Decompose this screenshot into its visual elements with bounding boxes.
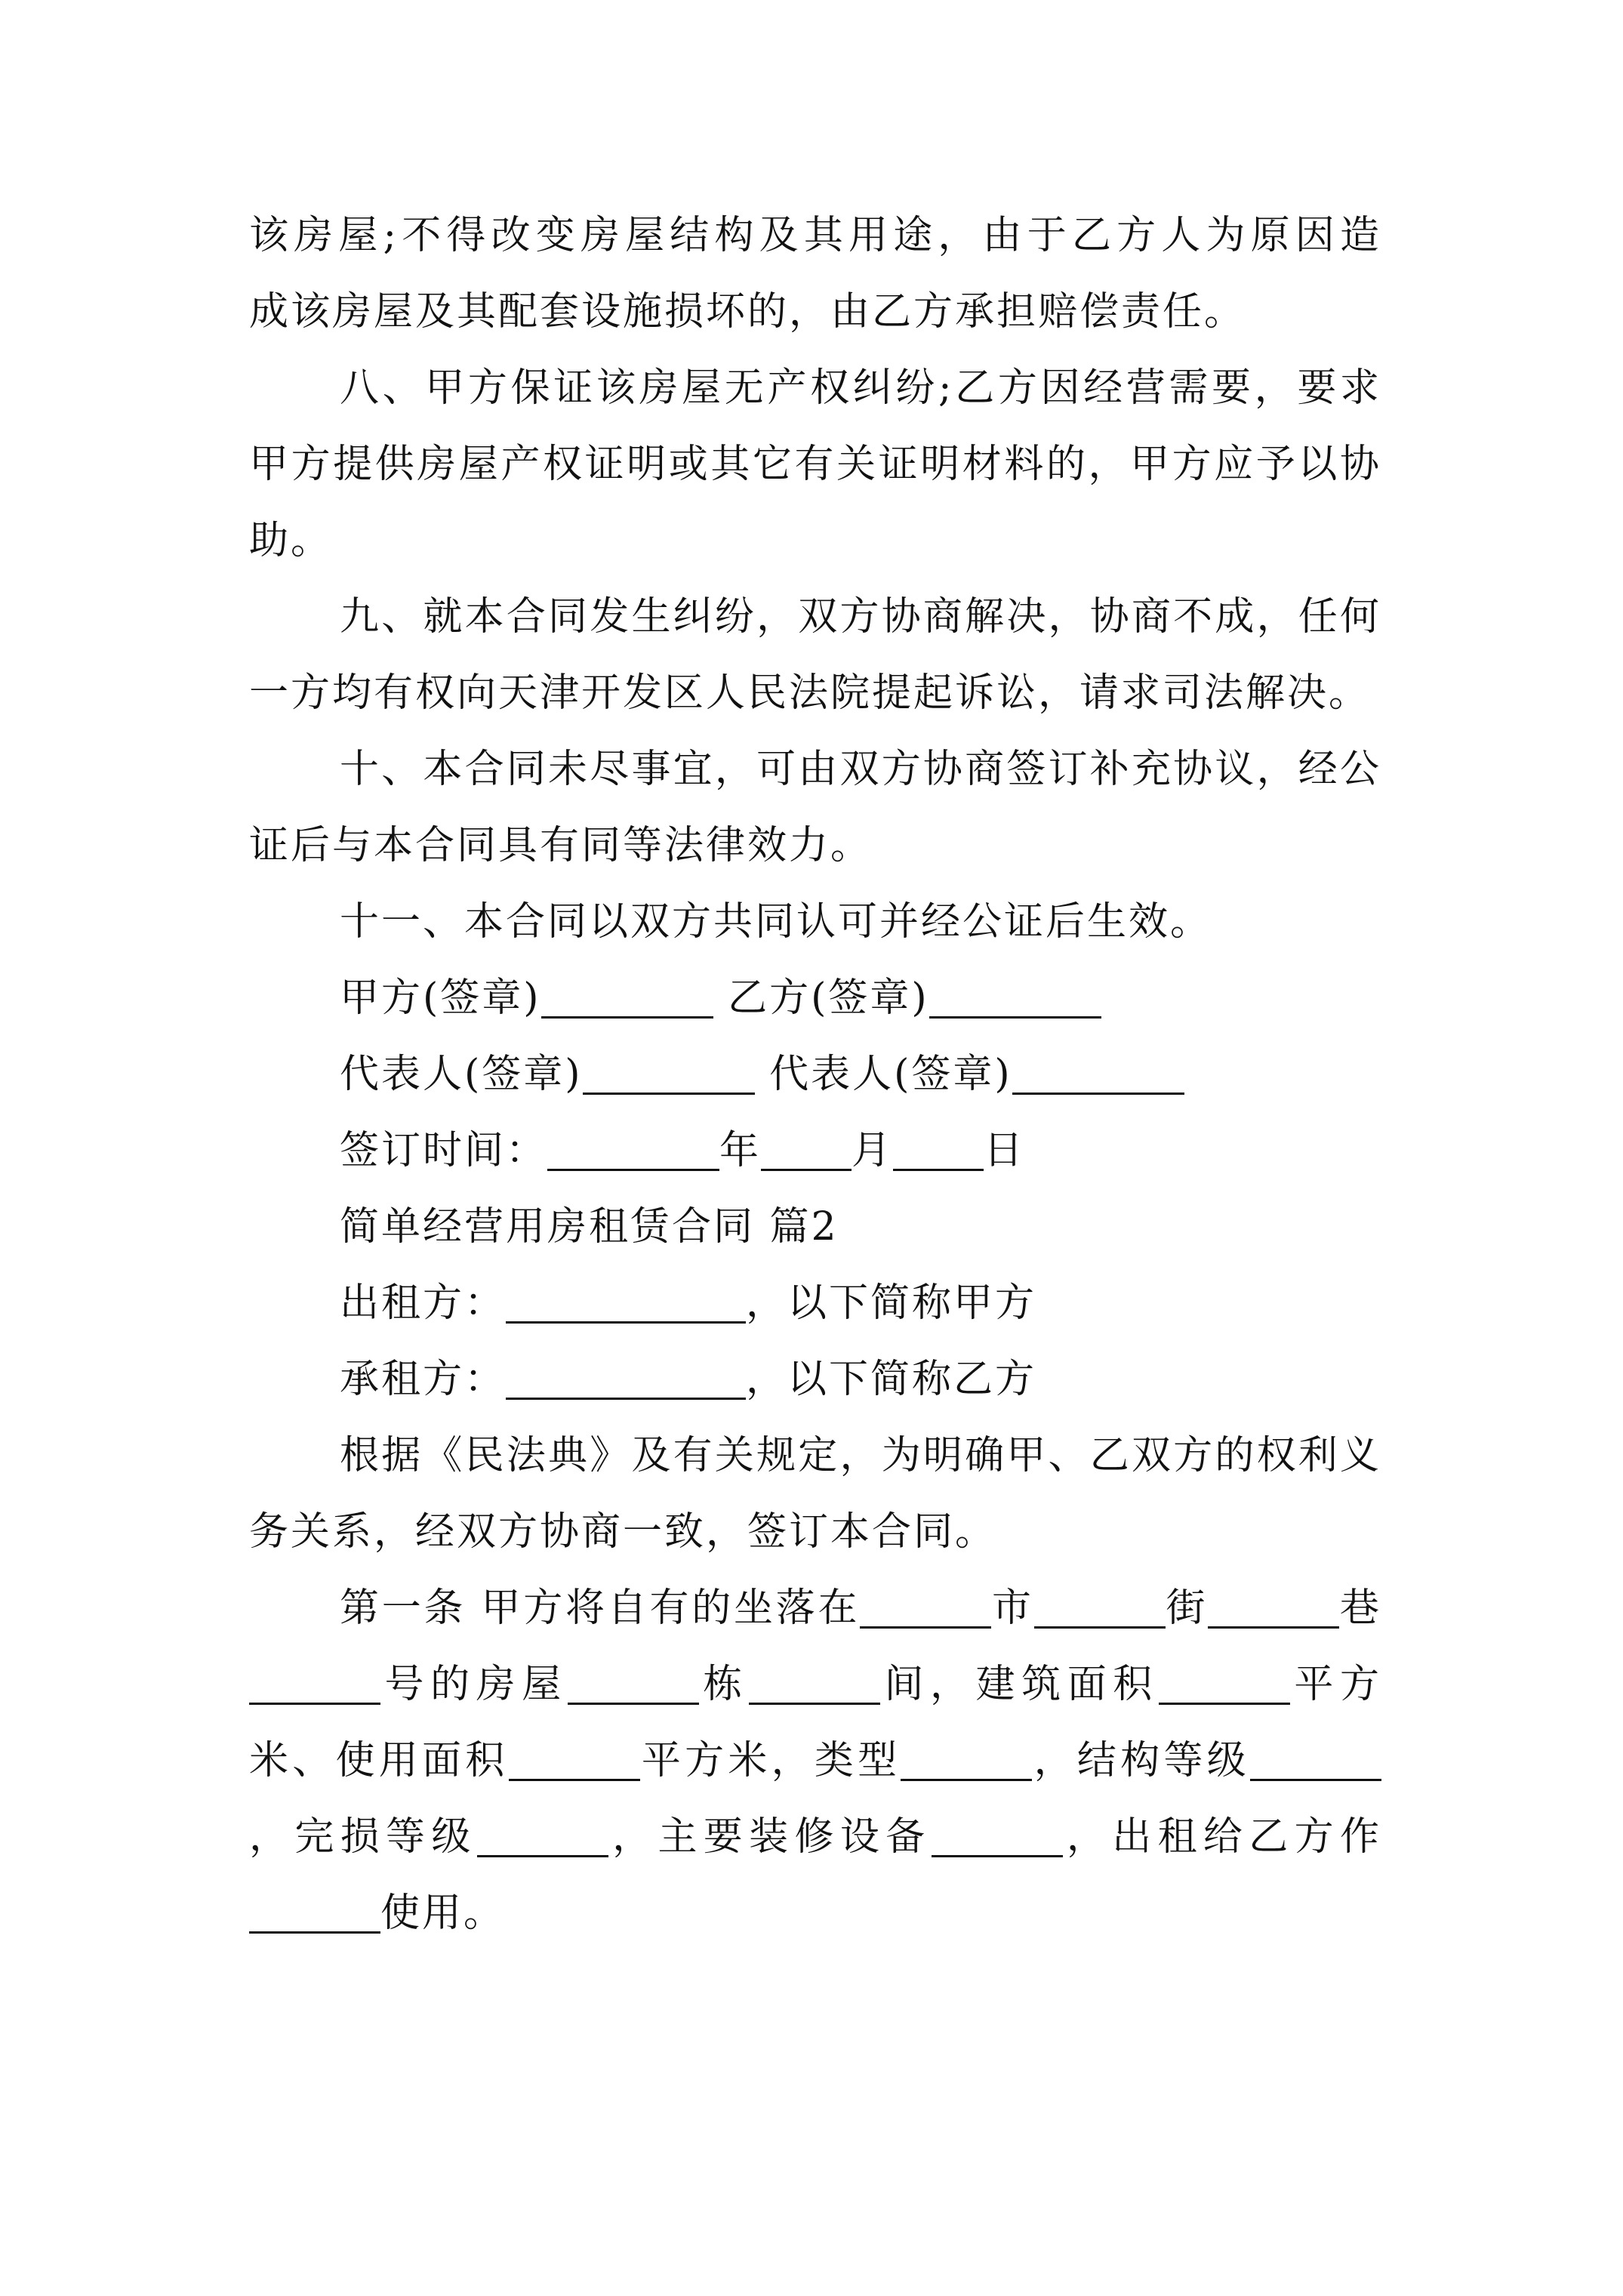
- street-blank: [1034, 1581, 1166, 1629]
- month-label: 月: [852, 1128, 894, 1173]
- party-a-sign-label: 甲方(签章): [340, 975, 541, 1021]
- contract-body: [249, 198, 1381, 1952]
- art1-sqm2: 平方米，类型: [639, 1738, 901, 1783]
- art1-street: 街: [1165, 1586, 1209, 1631]
- clause-10: 十、本合同未尽事宜，可由双方协商签订补充协议，经公证后与本合同具有同等法律效力。: [249, 747, 1381, 868]
- art1-equip: ，主要装修设备: [608, 1814, 932, 1860]
- clause-9: 九、就本合同发生纠纷，双方协商解决，协商不成，任何一方均有权向天津开发区人民法院提起诉讼，请求司法解决。: [249, 594, 1381, 716]
- year-label: 年: [719, 1128, 762, 1173]
- lessee-blank: [506, 1352, 746, 1400]
- paragraph-7-line-2-text: 成该房屋及其配套设施损坏的，由乙方承担赔偿责任。: [249, 289, 1246, 334]
- build-area-blank: [1159, 1657, 1290, 1705]
- paragraph-7-line-1: 该房屋;不得改变房屋结构及其用途，由于乙方人为原因造: [249, 213, 1381, 258]
- sign-time-label: 签订时间：: [340, 1128, 548, 1173]
- lane-blank: [1208, 1581, 1339, 1629]
- year-blank: [547, 1123, 719, 1171]
- lessor-suffix: ，以下简称甲方: [746, 1281, 1037, 1326]
- signature-party-line: [249, 960, 1381, 1037]
- building-blank: [568, 1657, 699, 1705]
- art1-struct: ，结构等级: [1032, 1738, 1250, 1783]
- art1-lane: 巷: [1339, 1586, 1381, 1631]
- art1-use-area: 米、使用面积: [249, 1738, 509, 1783]
- rep-a-sign-label: 代表人(签章): [340, 1052, 583, 1097]
- lessor-line: [249, 1265, 1381, 1342]
- article-1: [249, 1570, 1381, 1952]
- preamble: 根据《民法典》及有关规定，为明确甲、乙双方的权利义务关系，经双方协商一致，签订本合同。: [249, 1433, 1381, 1555]
- art1-room: 间，建筑面积: [879, 1662, 1159, 1707]
- room-blank: [749, 1657, 880, 1705]
- art1-sqm: 平方: [1289, 1662, 1381, 1707]
- sign-date-line: [249, 1113, 1381, 1189]
- lessor-blank: [506, 1276, 746, 1324]
- art1-city: 市: [991, 1586, 1034, 1631]
- day-blank: [893, 1123, 984, 1171]
- art1-house: 号的房屋: [380, 1662, 568, 1707]
- struct-grade-blank: [1250, 1734, 1381, 1781]
- month-blank: [761, 1123, 852, 1171]
- party-b-sign-blank: [929, 971, 1101, 1019]
- art1-end: 使用。: [380, 1891, 506, 1936]
- use-area-blank: [509, 1734, 640, 1781]
- lessor-label: 出租方：: [340, 1281, 507, 1326]
- lessee-label: 承租方：: [340, 1357, 507, 1402]
- purpose-blank: [249, 1886, 380, 1934]
- damage-grade-blank: [477, 1810, 608, 1857]
- art1-use: 方作: [1294, 1814, 1381, 1860]
- day-label: 日: [984, 1128, 1026, 1173]
- art1-intro: 第一条 甲方将自有的坐落在: [340, 1586, 861, 1631]
- party-b-sign-label: 乙方(签章): [728, 975, 929, 1021]
- house-no-blank: [249, 1657, 380, 1705]
- paragraph-7-line-2: [249, 274, 1381, 350]
- paragraph-7-continuation: [249, 198, 1381, 274]
- art1-building: 栋: [698, 1662, 749, 1707]
- art1-damage: ，完损等级: [249, 1814, 477, 1860]
- lessee-suffix: ，以下简称乙方: [746, 1357, 1037, 1402]
- equipment-blank: [932, 1810, 1063, 1857]
- rep-b-sign-blank: [1012, 1047, 1184, 1095]
- party-a-sign-blank: [541, 971, 713, 1019]
- signature-rep-line: [249, 1037, 1381, 1113]
- rep-b-sign-label: 代表人(签章): [769, 1052, 1012, 1097]
- clause-8: 八、甲方保证该房屋无产权纠纷;乙方因经营需要，要求甲方提供房屋产权证明或其它有关证明材料的，甲方应予以协助。: [249, 365, 1381, 563]
- section-title: 简单经营用房租赁合同 篇2: [340, 1204, 839, 1250]
- city-blank: [860, 1581, 991, 1629]
- type-blank: [901, 1734, 1032, 1781]
- clause-11: 十一、本合同以双方共同认可并经公证后生效。: [340, 899, 1212, 945]
- lessee-line: [249, 1342, 1381, 1418]
- rep-a-sign-blank: [583, 1047, 755, 1095]
- art1-rent: ，出租给乙: [1062, 1814, 1295, 1860]
